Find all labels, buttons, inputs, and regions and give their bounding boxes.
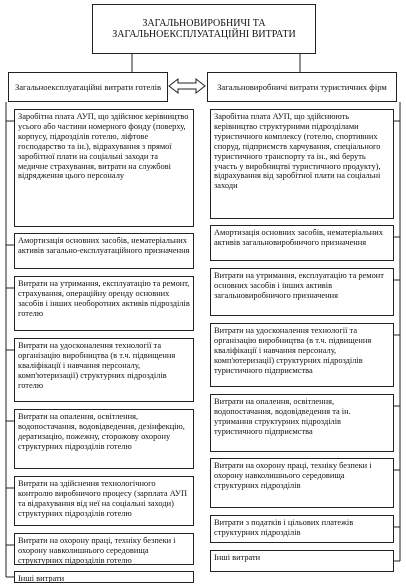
right-item-1 — [210, 109, 394, 219]
left-item-3 — [14, 276, 194, 331]
right-item-7 — [210, 515, 394, 543]
left-item-3-text: Витрати на утримання, експлуатацію та ремонт, страхування, операційну оренду основних засобів і інших необоротних активів підрозділів готелю — [18, 279, 190, 318]
left-column-header — [8, 72, 168, 102]
right-item-5-text: Витрати на опалення, освітлення, водопостачання, водовідведення та ін. утримання структурних підрозділів туристичного підприємства — [214, 397, 351, 436]
left-item-2 — [14, 233, 194, 269]
right-item-1-text: Заробітна плата АУП, що здійснюють керівництво структурними підрозділами туристичного комплексу (готелю, спортивних споруд, підприємств харчування, спеціального туристичного транспорту та ін., які беруть участь у виробництві туристичного продукту), відрахування від заробітної плати на соціальні заходи — [214, 112, 381, 191]
diagram-title — [92, 4, 316, 54]
left-item-4 — [14, 338, 194, 402]
right-item-5 — [210, 394, 394, 452]
left-item-8-text: Інші витрати — [18, 574, 65, 583]
right-item-4 — [210, 323, 394, 387]
left-item-2-text: Амортизація основних засобів, нематеріальних активів загально-експлуатаційного призначення — [18, 236, 190, 255]
right-item-3 — [210, 268, 394, 316]
left-item-6 — [14, 476, 194, 526]
left-item-6-text: Витрати на здійснення технологічного контролю виробничого процесу (зарплата АУП та відрахування від неї на соціальні заходи) структурних підрозділів готелю — [18, 479, 187, 518]
left-item-1-text: Заробітна плата АУП, що здійснює керівництво усього або частини номерного фонду (поверху, корпусу, підрозділів готелю, ліфтове господарство та ін.), відрахування з прямої заробітної плати на соціальні заходи та медичне страхування, витрати на службові відрядження цього персоналу — [18, 112, 189, 181]
left-item-5 — [14, 409, 194, 469]
right-item-2 — [210, 225, 394, 261]
diagram-title-text: ЗАГАЛЬНОВИРОБНИЧІ ТА ЗАГАЛЬНОЕКСПЛУАТАЦІЙНІ ВИТРАТИ — [112, 17, 296, 40]
right-item-3-text: Витрати на утримання, експлуатацію та ремонт основних засобів і інших активів загальновиробничого призначення — [214, 271, 384, 300]
right-item-4-text: Витрати на удосконалення технології та організацію виробництва (в т.ч. підвищення кваліфікації і навчання персоналу, комп'ютеризації) структурних підрозділів туристичного підприємства — [214, 326, 372, 375]
left-item-4-text: Витрати на удосконалення технології та організацію виробництва (в т.ч. підвищення кваліфікації і навчання персоналу, комп'ютеризації) структурних підрозділів готелю — [18, 341, 176, 390]
left-column-header-text: Загальноексплуатаційні витрати готелів — [14, 81, 162, 92]
left-item-1 — [14, 109, 194, 227]
right-item-7-text: Витрати з податків і цільових платежів структурних підрозділів — [214, 518, 354, 537]
right-column-header-text: Загальновиробничі витрати туристичних фірм — [217, 81, 387, 92]
right-item-8-text: Інші витрати — [214, 553, 261, 562]
left-item-5-text: Витрати на опалення, освітлення, водопостачання, водовідведення, дезінфекцію, дератизацію, пожежну, сторожову охорону структурних підрозділів готелю — [18, 412, 185, 451]
left-item-8 — [14, 571, 194, 583]
left-item-7-text: Витрати на охорону праці, техніку безпеки і охорону навколишнього середовища структурних підрозділів готелю — [18, 536, 176, 565]
right-column-header — [207, 72, 397, 102]
right-item-8 — [210, 550, 394, 572]
left-item-7 — [14, 533, 194, 565]
double-arrow-icon — [169, 79, 205, 93]
right-item-2-text: Амортизація основних засобів, нематеріальних активів загальновиробничого призначення — [214, 228, 383, 247]
right-item-6 — [210, 458, 394, 508]
right-item-6-text: Витрати на охорону праці, техніку безпеки і охорону навколишнього середовища структурних підрозділів — [214, 461, 372, 490]
